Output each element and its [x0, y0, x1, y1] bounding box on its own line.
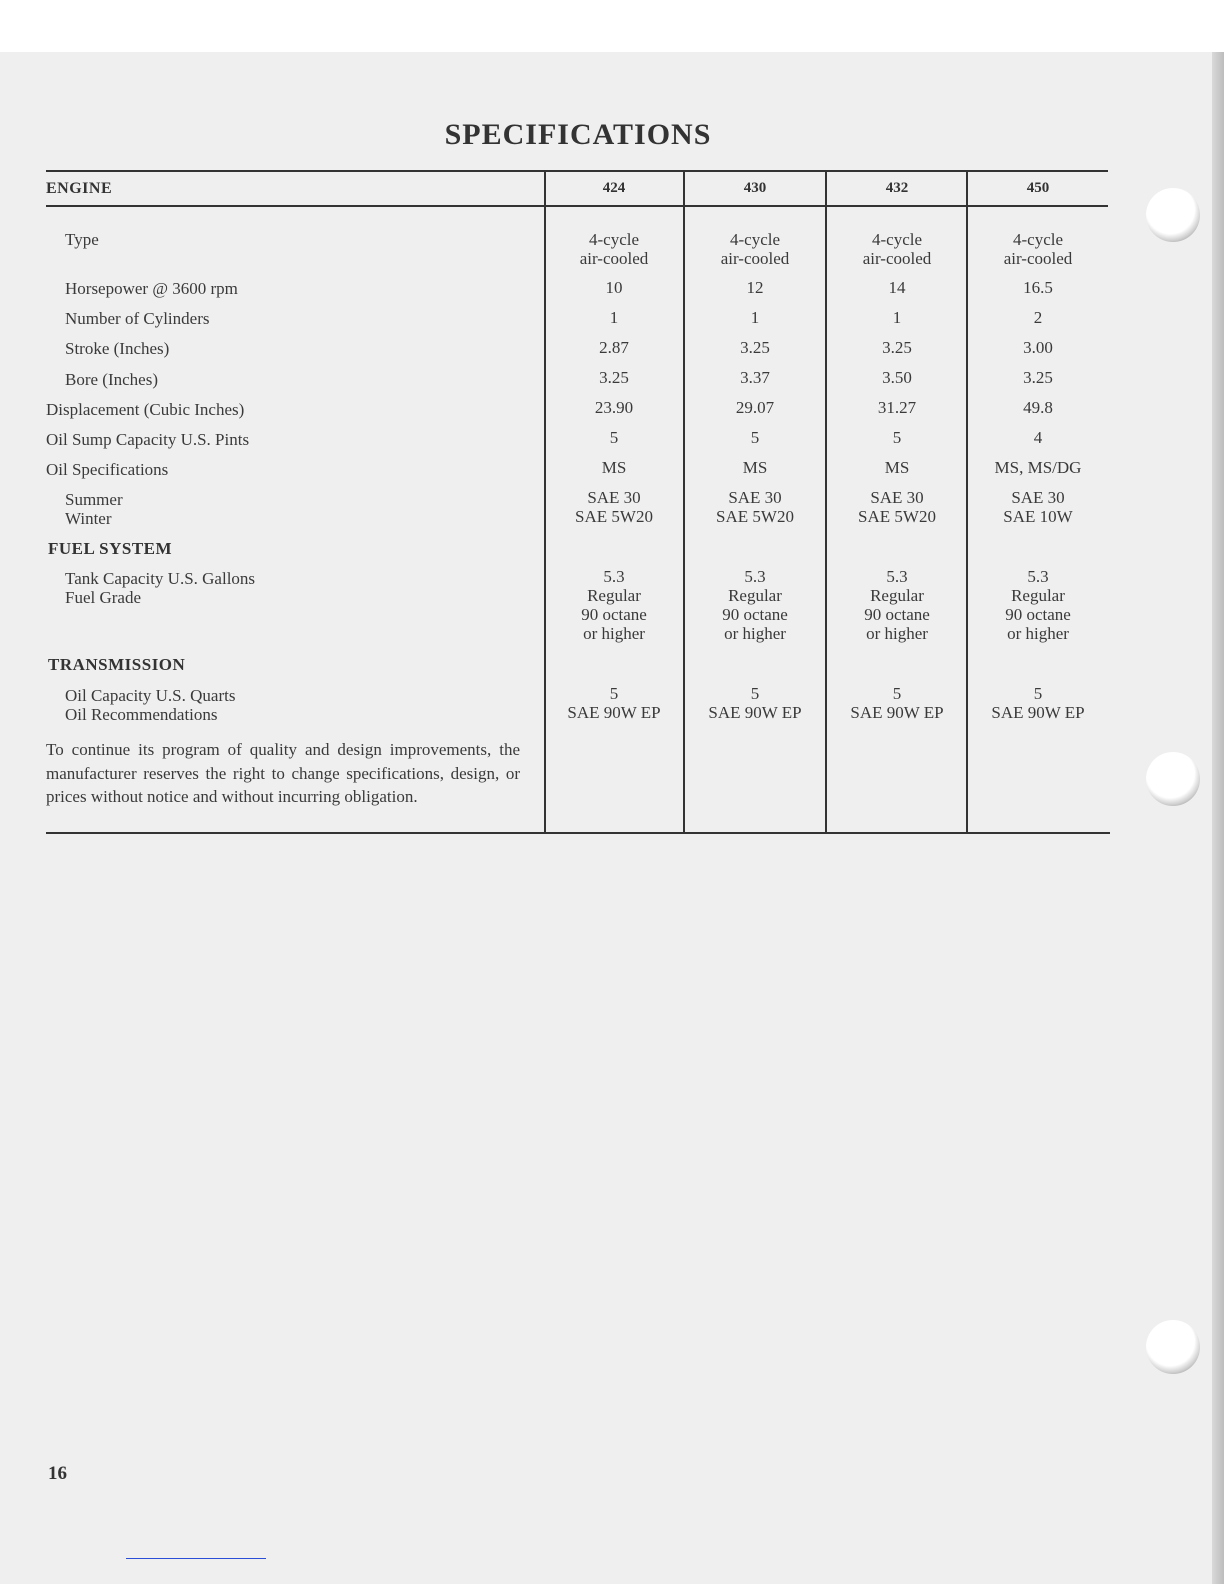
row-label-trans-oil-cap: Oil Capacity U.S. Quarts [65, 686, 236, 705]
disclaimer-note: To continue its program of quality and design improvements, the manufacturer reserves the right to change specifications, design, or prices without notice and without incurring obligation. [46, 740, 520, 806]
table-cell: or higher [583, 624, 645, 643]
table-cell: 5.3 [886, 567, 908, 586]
table-cell: 5 [892, 684, 902, 703]
table-cell: 3.25 [599, 368, 629, 387]
table-cell: 2.87 [599, 338, 629, 357]
column-header: 450 [1026, 180, 1050, 196]
table-cell: 4 [1033, 428, 1043, 447]
table-cell: SAE 90W EP [991, 703, 1085, 722]
row-label-type: Type [65, 230, 99, 249]
row-label-cylinders: Number of Cylinders [65, 309, 210, 328]
row-label-summer: Summer [65, 490, 123, 509]
table-cell: 10 [605, 278, 623, 297]
table-cell: air-cooled [862, 249, 932, 268]
table-cell: SAE 90W EP [708, 703, 802, 722]
table-cell: 3.00 [1023, 338, 1053, 357]
table-cell: 1 [750, 308, 760, 327]
table-cell: 90 octane [581, 605, 647, 624]
table-cell: 90 octane [1005, 605, 1071, 624]
table-cell: or higher [866, 624, 928, 643]
header-rule [46, 205, 1108, 207]
table-cell: 5.3 [1027, 567, 1049, 586]
table-cell: 5 [609, 428, 619, 447]
row-label-bore: Bore (Inches) [65, 370, 158, 389]
column-header: 424 [602, 180, 626, 196]
table-cell: 3.25 [882, 338, 912, 357]
table-cell: 3.25 [740, 338, 770, 357]
table-cell: 5 [750, 684, 760, 703]
table-cell: 4-cycle [1012, 230, 1064, 249]
table-cell: 3.50 [882, 368, 912, 387]
table-cell: SAE 30 [1011, 488, 1065, 507]
table-cell: 5.3 [603, 567, 625, 586]
table-cell: 5 [609, 684, 619, 703]
table-bottom-rule [46, 832, 1110, 834]
row-label-tank: Tank Capacity U.S. Gallons [65, 569, 256, 588]
table-cell: 5 [1033, 684, 1043, 703]
table-cell: or higher [724, 624, 786, 643]
table-cell: 5.3 [744, 567, 766, 586]
table-cell: MS [601, 458, 627, 477]
page-title: SPECIFICATIONS [444, 118, 712, 151]
link-underline [126, 1558, 266, 1559]
table-cell: SAE 30 [728, 488, 782, 507]
table-cell: 4-cycle [729, 230, 781, 249]
column-divider [683, 172, 685, 834]
row-label-winter: Winter [65, 509, 112, 528]
table-cell: 1 [609, 308, 619, 327]
table-cell: 31.27 [877, 398, 917, 417]
table-cell: 90 octane [722, 605, 788, 624]
table-cell: SAE 90W EP [567, 703, 661, 722]
table-cell: 90 octane [864, 605, 930, 624]
table-cell: Regular [728, 586, 782, 605]
binder-hole [1146, 752, 1200, 806]
table-cell: MS, MS/DG [994, 458, 1082, 477]
column-divider [966, 172, 968, 834]
page-number: 16 [48, 1463, 67, 1484]
table-cell: 5 [750, 428, 760, 447]
table-cell: Regular [1011, 586, 1065, 605]
row-label-stroke: Stroke (Inches) [65, 339, 170, 358]
table-cell: SAE 90W EP [850, 703, 944, 722]
section-engine: ENGINE [46, 180, 113, 197]
table-cell: 1 [892, 308, 902, 327]
table-cell: SAE 5W20 [858, 507, 936, 526]
table-cell: 5 [892, 428, 902, 447]
section-fuel: FUEL SYSTEM [48, 539, 173, 558]
table-cell: SAE 30 [587, 488, 641, 507]
table-cell: SAE 5W20 [575, 507, 653, 526]
table-cell: MS [742, 458, 768, 477]
table-cell: 3.25 [1023, 368, 1053, 387]
table-cell: air-cooled [579, 249, 649, 268]
table-cell: SAE 10W [1003, 507, 1073, 526]
row-label-fuel-grade: Fuel Grade [65, 588, 142, 607]
table-cell: 49.8 [1023, 398, 1053, 417]
table-cell: 23.90 [594, 398, 634, 417]
table-cell: Regular [587, 586, 641, 605]
column-header: 430 [743, 180, 767, 196]
table-cell: MS [884, 458, 910, 477]
table-cell: 4-cycle [871, 230, 923, 249]
table-cell: Regular [870, 586, 924, 605]
binder-hole [1146, 1320, 1200, 1374]
table-cell: or higher [1007, 624, 1069, 643]
table-cell: 29.07 [735, 398, 775, 417]
table-cell: SAE 5W20 [716, 507, 794, 526]
row-label-oil-spec: Oil Specifications [46, 460, 169, 479]
binder-hole [1146, 188, 1200, 242]
page-edge [1212, 52, 1224, 1584]
section-transmission: TRANSMISSION [48, 655, 186, 674]
column-divider [825, 172, 827, 834]
row-label-oil-sump: Oil Sump Capacity U.S. Pints [46, 430, 250, 449]
row-label-trans-oil-rec: Oil Recommendations [65, 705, 218, 724]
table-cell: air-cooled [720, 249, 790, 268]
row-label-horsepower: Horsepower @ 3600 rpm [65, 279, 238, 298]
table-cell: 14 [888, 278, 906, 297]
table-cell: 3.37 [740, 368, 770, 387]
table-cell: SAE 30 [870, 488, 924, 507]
table-cell: 4-cycle [588, 230, 640, 249]
row-label-displacement: Displacement (Cubic Inches) [46, 400, 245, 419]
table-cell: air-cooled [1003, 249, 1073, 268]
table-cell: 12 [746, 278, 764, 297]
table-top-rule [46, 170, 1108, 172]
table-cell: 16.5 [1023, 278, 1053, 297]
column-header: 432 [885, 180, 909, 196]
table-cell: 2 [1033, 308, 1043, 327]
